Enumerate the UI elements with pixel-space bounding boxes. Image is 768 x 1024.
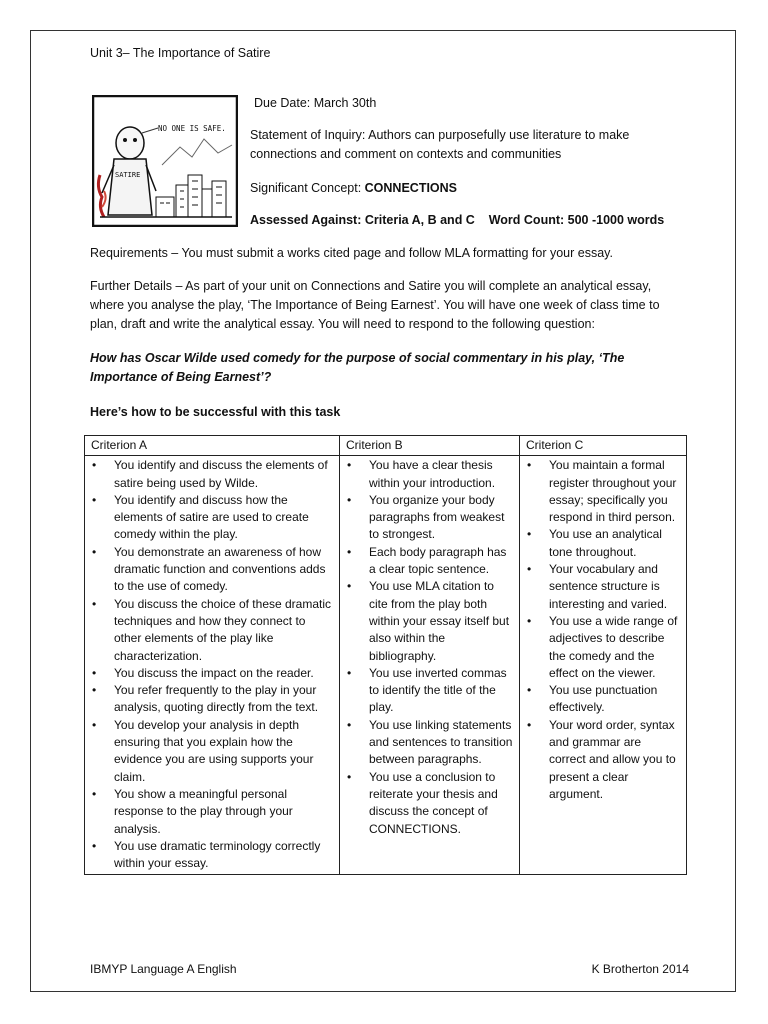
list-item: • You identify and discuss the elements of satire being used by Wilde. — [89, 457, 333, 492]
page-title: Unit 3– The Importance of Satire — [90, 46, 271, 60]
list-item: • You use inverted commas to identify the title of the play. — [344, 665, 513, 717]
significant-concept — [250, 179, 457, 198]
cartoon-figure-label: SATIRE — [115, 171, 141, 179]
criterion-a-header: Criterion A — [85, 436, 340, 456]
list-item: • Your word order, syntax and grammar are correct and allow you to present a clear argument. — [524, 717, 680, 803]
significant-concept-label: Significant Concept: — [250, 181, 365, 195]
list-item: • You use dramatic terminology correctly within your essay. — [89, 838, 333, 873]
list-item: • You develop your analysis in depth ensuring that you explain how the evidence you are using supports your claim. — [89, 717, 333, 786]
list-item: • You organize your body paragraphs from weakest to strongest. — [344, 492, 513, 544]
assessed-against: Assessed Against: Criteria A, B and C Word Count: 500 -1000 words — [250, 213, 665, 227]
list-item: • You use linking statements and sentences to transition between paragraphs. — [344, 717, 513, 769]
criteria-table — [84, 435, 687, 875]
list-item: • You use MLA citation to cite from the play both within your essay itself but also within the bibliography. — [344, 578, 513, 664]
criterion-b-list — [344, 457, 513, 838]
list-item: • Each body paragraph has a clear topic sentence. — [344, 544, 513, 579]
criterion-b-cell — [340, 456, 520, 875]
requirements-text: Requirements – You must submit a works cited page and follow MLA formatting for your essay. — [90, 246, 613, 260]
list-item: • You have a clear thesis within your introduction. — [344, 457, 513, 492]
further-details-text: Further Details – As part of your unit on Connections and Satire you will complete an analytical essay, where you analyse the play, ‘The Importance of Being Earnest’. You will have one week of class time to plan, draft and write the analytical essay. You will need to respond to the following question: — [90, 279, 660, 331]
cartoon-caption: NO ONE IS SAFE. — [158, 124, 226, 133]
significant-concept-value: CONNECTIONS — [364, 181, 458, 195]
list-item: • You use punctuation effectively. — [524, 682, 680, 717]
list-item: • You show a meaningful personal response to the play through your analysis. — [89, 786, 333, 838]
criterion-b-header: Criterion B — [340, 436, 520, 456]
criterion-a-cell — [85, 456, 340, 875]
list-item: • You maintain a formal register throughout your essay; specifically you respond in third person. — [524, 457, 680, 526]
list-item: • You demonstrate an awareness of how dramatic function and conventions adds to the use of comedy. — [89, 544, 333, 596]
list-item: • You refer frequently to the play in your analysis, quoting directly from the text. — [89, 682, 333, 717]
list-item: • You use a wide range of adjectives to describe the comedy and the effect on the viewer. — [524, 613, 680, 682]
statement-of-inquiry: Statement of Inquiry: Authors can purposefully use literature to make connections and comment on contexts and communities — [250, 128, 630, 161]
list-item: • You use an analytical tone throughout. — [524, 526, 680, 561]
list-item: • You discuss the choice of these dramatic techniques and how they connect to other elements of the play like characterization. — [89, 596, 333, 665]
footer-course: IBMYP Language A English — [90, 962, 237, 976]
criterion-c-cell — [520, 456, 687, 875]
due-date: Due Date: March 30th — [254, 96, 377, 110]
criterion-c-header: Criterion C — [520, 436, 687, 456]
list-item: • Your vocabulary and sentence structure is interesting and varied. — [524, 561, 680, 613]
footer-author: K Brotherton 2014 — [591, 962, 689, 976]
criterion-a-list — [89, 457, 333, 872]
list-item: • You identify and discuss how the elements of satire are used to create comedy within the play. — [89, 492, 333, 544]
list-item: • You use a conclusion to reiterate your thesis and discuss the concept of CONNECTIONS. — [344, 769, 513, 838]
satire-cartoon-image — [92, 95, 238, 227]
essay-question: How has Oscar Wilde used comedy for the purpose of social commentary in his play, ‘The Importance of Being Earnest’? — [90, 351, 625, 384]
list-item: • You discuss the impact on the reader. — [89, 665, 333, 682]
criterion-c-list — [524, 457, 680, 803]
success-heading: Here’s how to be successful with this task — [90, 405, 341, 419]
